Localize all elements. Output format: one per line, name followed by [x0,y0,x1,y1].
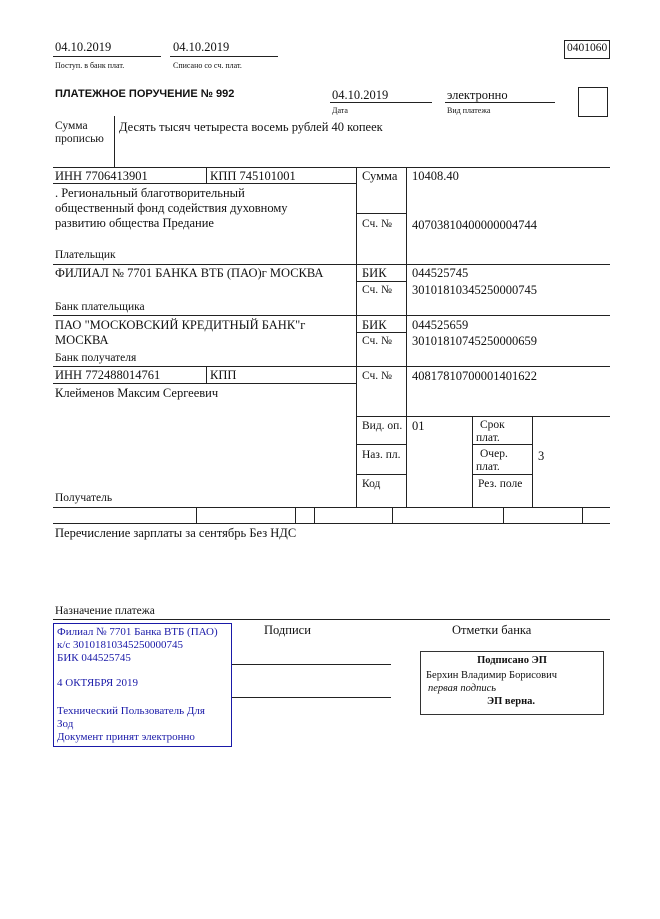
payee-label: Получатель [55,492,113,504]
stamp-line-4: 4 ОКТЯБРЯ 2019 [57,677,138,689]
stamp-line-6: Зод [57,718,74,730]
payer-bank-bik: 044525745 [412,266,469,280]
purpose-label: Назначение платежа [55,605,155,617]
signatures-label: Подписи [264,623,311,637]
ep-title: Подписано ЭП [477,655,547,666]
signature-line-1 [231,664,391,665]
stamp-line-3: БИК 044525745 [57,652,131,664]
stamp-line-7: Документ принят электронно [57,731,195,743]
ep-name: Берхин Владимир Борисович [426,670,557,681]
stamp-line-1: Филиал № 7701 Банка ВТБ (ПАО) [57,626,218,638]
order-date: 04.10.2019 [332,88,389,102]
ocher-label-1: Очер. [480,448,508,460]
payer-bank-name: ФИЛИАЛ № 7701 БАНКА ВТБ (ПАО)г МОСКВА [55,266,324,280]
signature-line-2 [231,697,391,698]
received-date-line [53,56,161,57]
vid-op-value: 01 [412,419,425,433]
amount-value: 10408.40 [412,169,459,183]
payee-bank-name-2: МОСКВА [55,333,109,347]
debited-date-line [170,56,278,57]
amount-label: Сумма [362,169,398,183]
srok-label-1: Срок [480,419,505,431]
payee-account: 40817810700001401622 [412,369,537,383]
page-title: ПЛАТЕЖНОЕ ПОРУЧЕНИЕ № 992 [55,88,235,100]
payment-type: электронно [447,88,508,102]
payment-type-line [445,102,555,103]
stamp-line-2: к/с 30101810345250000745 [57,639,184,651]
form-code: 0401060 [567,42,608,54]
payer-label: Плательщик [55,249,116,261]
amount-words-divider [114,116,115,167]
status-box [578,87,608,117]
received-label: Поступ. в банк плат. [55,61,125,70]
ep-signature-box [420,651,604,715]
payee-bank-bik: 044525659 [412,318,469,332]
payer-bank-account-label: Сч. № [362,284,393,296]
payer-bank-bik-label: БИК [362,266,387,280]
stamp-line-5: Технический Пользователь Для [57,705,205,717]
payee-bank-bik-label: БИК [362,318,387,332]
ep-status: ЭП верна. [487,696,536,707]
payee-kpp: КПП [210,368,237,382]
payee-bank-account: 30101810745250000659 [412,334,537,348]
ocher-value: 3 [538,449,545,463]
payee-bank-name-1: ПАО "МОСКОВСКИЙ КРЕДИТНЫЙ БАНК"г [55,318,306,332]
payer-name-1: . Региональный благотворительный [55,186,245,200]
payee-inn: ИНН 772488014761 [55,368,161,382]
bank-marks-label: Отметки банка [452,623,532,637]
payer-bank-account: 30101810345250000745 [412,283,537,297]
payee-bank-label: Банк получателя [55,352,137,364]
payee-bank-account-label: Сч. № [362,335,393,347]
payer-name-2: общественный фонд содействия духовному [55,201,288,215]
debited-label: Списано со сч. плат. [173,61,242,70]
ep-role: первая подпись [428,683,497,694]
payer-inn: ИНН 7706413901 [55,169,148,183]
debited-date: 04.10.2019 [173,40,230,54]
payer-name-3: развитию общества Предание [55,216,214,230]
payer-kpp: КПП 745101001 [210,169,296,183]
kod-label: Код [362,478,381,490]
amount-words-label-1: Сумма [55,120,88,132]
naz-pl-label: Наз. пл. [362,449,401,461]
form-code-box [564,40,610,59]
vid-op-label: Вид. оп. [362,420,403,432]
received-date: 04.10.2019 [55,40,112,54]
srok-label-2: плат. [476,432,500,444]
order-date-label: Дата [332,106,348,115]
order-date-line [330,102,432,103]
amount-words: Десять тысяч четыреста восемь рублей 40 копеек [119,120,383,134]
amount-words-label-2: прописью [55,133,104,145]
payer-account: 40703810400000004744 [412,218,537,232]
bank-stamp [53,623,232,747]
ocher-label-2: плат. [476,461,500,473]
payer-bank-label: Банк плательщика [55,301,145,313]
rez-label: Рез. поле [478,478,523,490]
payer-account-label: Сч. № [362,218,393,230]
payee-name: Клейменов Максим Сергеевич [55,386,219,400]
purpose-text: Перечисление зарплаты за сентябрь Без НДС [55,526,297,540]
payment-type-label: Вид платежа [447,106,491,115]
payee-account-label: Сч. № [362,370,393,382]
